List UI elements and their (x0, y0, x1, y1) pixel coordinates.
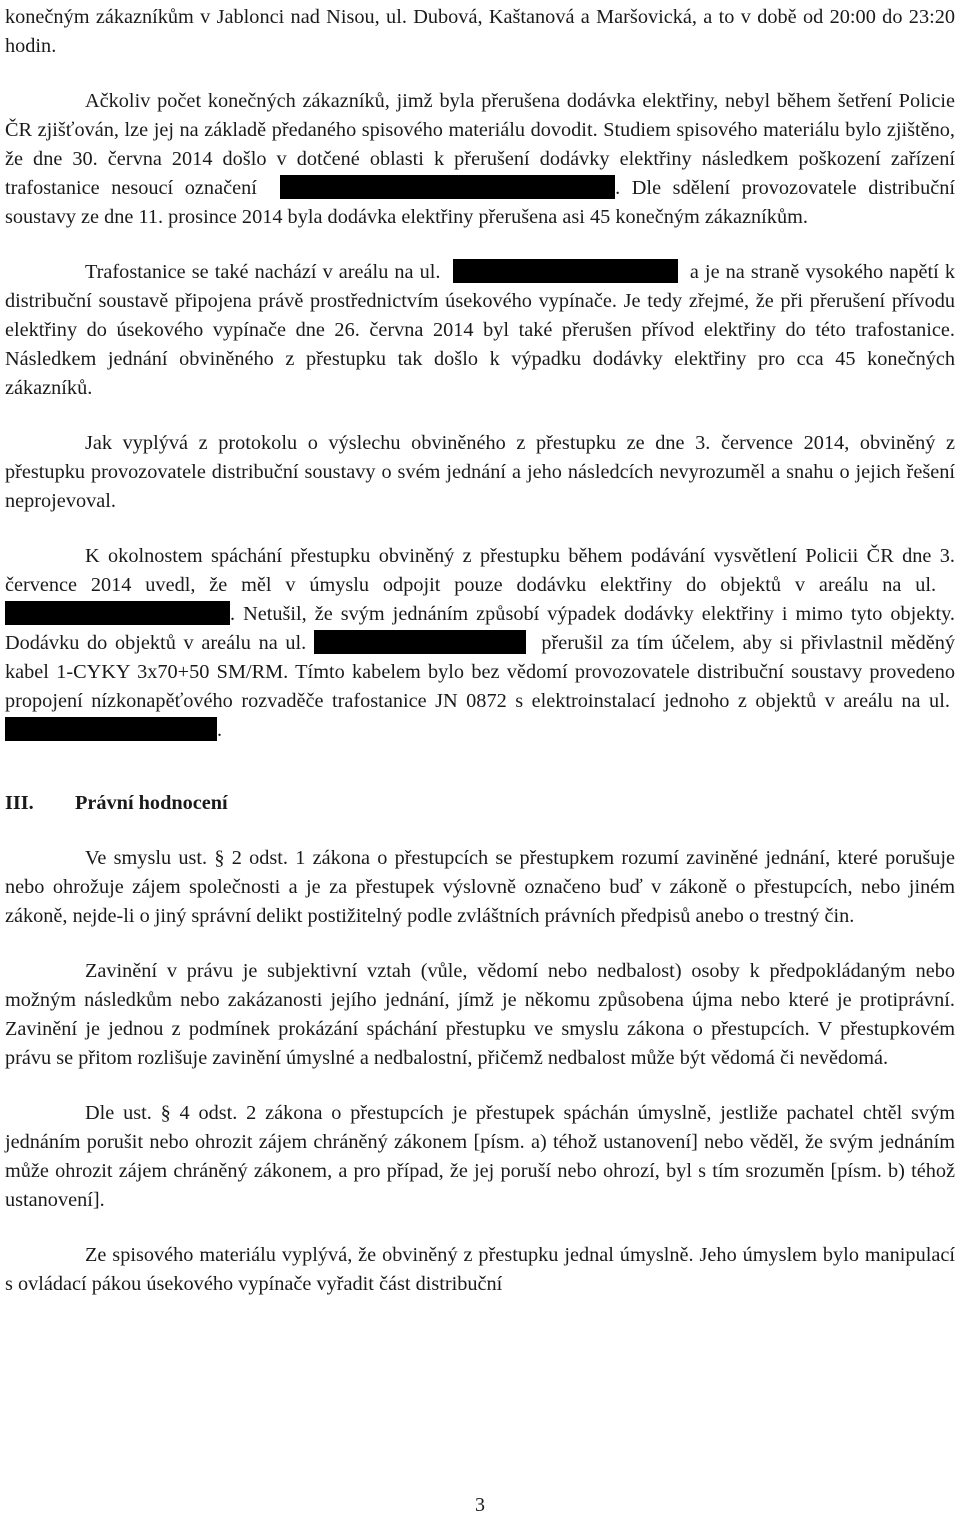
document-page (5, 0, 955, 1299)
redaction-block (5, 601, 230, 625)
redaction-block (5, 717, 217, 741)
paragraph-2-text-cont: . Dle sdělení provozovatele distribuční soustavy ze dne 11. prosince 2014 byla dodávka elektřiny přerušena asi 45 konečným zákazníkům. (5, 177, 955, 228)
redaction-block (280, 175, 615, 199)
paragraph-2-text: Ačkoliv počet konečných zákazníků, jimž byla přerušena dodávka elektřiny, nebyl během šetření Policie ČR zjišťován, lze jej na základě předaného spisového materiálu dovodit. Studiem spisového materiálu bylo zjištěno, že dne 30. června 2014 došlo v dotčené oblasti k přerušení dodávky elektřiny následkem poškození zařízení trafostanice nesoucí označení (5, 90, 955, 199)
paragraph-5 (5, 542, 955, 745)
paragraph-5-text-c: přerušil za tím účelem, aby si přivlastnil měděný kabel 1-CYKY 3x70+50 SM/RM. Tímto kabelem bylo bez vědomí provozovatele distribuční soustavy provedeno propojení nízkonapěťového rozvaděče trafostanice JN 0872 s elektroinstalací jednoho z objektů v areálu na ul. (5, 632, 955, 712)
paragraph-3-text: Trafostanice se také nachází v areálu na ul. (85, 261, 441, 283)
paragraph-3-text-cont: a je na straně vysokého napětí k distribuční soustavě připojena právě prostřednictvím úsekového vypínače. Je tedy zřejmé, že při přerušení přívodu elektřiny do úsekového vypínače dne 26. června 2014 byl také přerušen přívod elektřiny do této trafostanice. Následkem jednání obviněného z přestupku tak došlo k výpadku dodávky elektřiny pro cca 45 konečných zákazníků. (5, 261, 955, 399)
paragraph-5-text-d: . (217, 719, 223, 741)
section-number: III. (5, 792, 34, 814)
paragraph-9: Ze spisového materiálu vyplývá, že obviněný z přestupku jednal úmyslně. Jeho úmyslem bylo manipulací s ovládací pákou úsekového vypínače vyřadit část distribuční (5, 1244, 955, 1295)
paragraph-7: Zavinění v právu je subjektivní vztah (vůle, vědomí nebo nedbalost) osoby k předpokládaným nebo možným následkům nebo zakázanosti jejího jednání, jímž je někomu způsobena újma nebo které je protiprávní. Zavinění je jednou z podmínek prokázání spáchání přestupku ve smyslu zákona o přestupcích. V přestupkovém právu se přitom rozlišuje zavinění úmyslné a nedbalostní, přičemž nedbalost může být vědomá či nevědomá. (5, 960, 955, 1069)
paragraph-2 (5, 87, 955, 232)
paragraph-4: Jak vyplývá z protokolu o výslechu obviněného z přestupku ze dne 3. července 2014, obviněný z přestupku provozovatele distribuční soustavy o svém jednání a jeho následcích nevyrozuměl a snahu o jejich řešení neprojevoval. (5, 432, 955, 512)
paragraph-8: Dle ust. § 4 odst. 2 zákona o přestupcích je přestupek spáchán úmyslně, jestliže pachatel chtěl svým jednáním porušit nebo ohrozit zájem chráněný zákonem [písm. a) téhož ustanovení] nebo věděl, že svým jednáním může ohrozit zájem chráněný zákonem, a pro případ, že jej poruší nebo ohrozí, byl s tím srozuměn [písm. b) téhož ustanovení]. (5, 1102, 955, 1211)
redaction-block (453, 259, 678, 283)
page-number: 3 (475, 1494, 485, 1516)
paragraph-1: konečným zákazníkům v Jablonci nad Nisou, ul. Dubová, Kaštanová a Maršovická, a to v době od 20:00 do 23:20 hodin. (5, 6, 955, 57)
paragraph-5-text-b: . Netušil, že svým jednáním způsobí výpadek dodávky elektřiny i mimo tyto objekty. Dodávku do objektů v areálu na ul. (5, 603, 955, 654)
section-heading (5, 789, 955, 818)
paragraph-6: Ve smyslu ust. § 2 odst. 1 zákona o přestupcích se přestupkem rozumí zaviněné jednání, které porušuje nebo ohrožuje zájem společnosti a je za přestupek výslovně označeno buď v zákoně o přestupcích, nebo jiném zákoně, nejde-li o jiný správní delikt postižitelný podle zvláštních právních předpisů anebo o trestný čin. (5, 847, 955, 927)
redaction-block (314, 630, 526, 654)
paragraph-5-text: K okolnostem spáchání přestupku obviněný z přestupku během podávání vysvětlení Policii ČR dne 3. července 2014 uvedl, že měl v úmyslu odpojit pouze dodávku elektřiny do objektů v areálu na ul. (5, 545, 955, 596)
section-title: Právní hodnocení (75, 792, 228, 814)
paragraph-3 (5, 258, 955, 403)
